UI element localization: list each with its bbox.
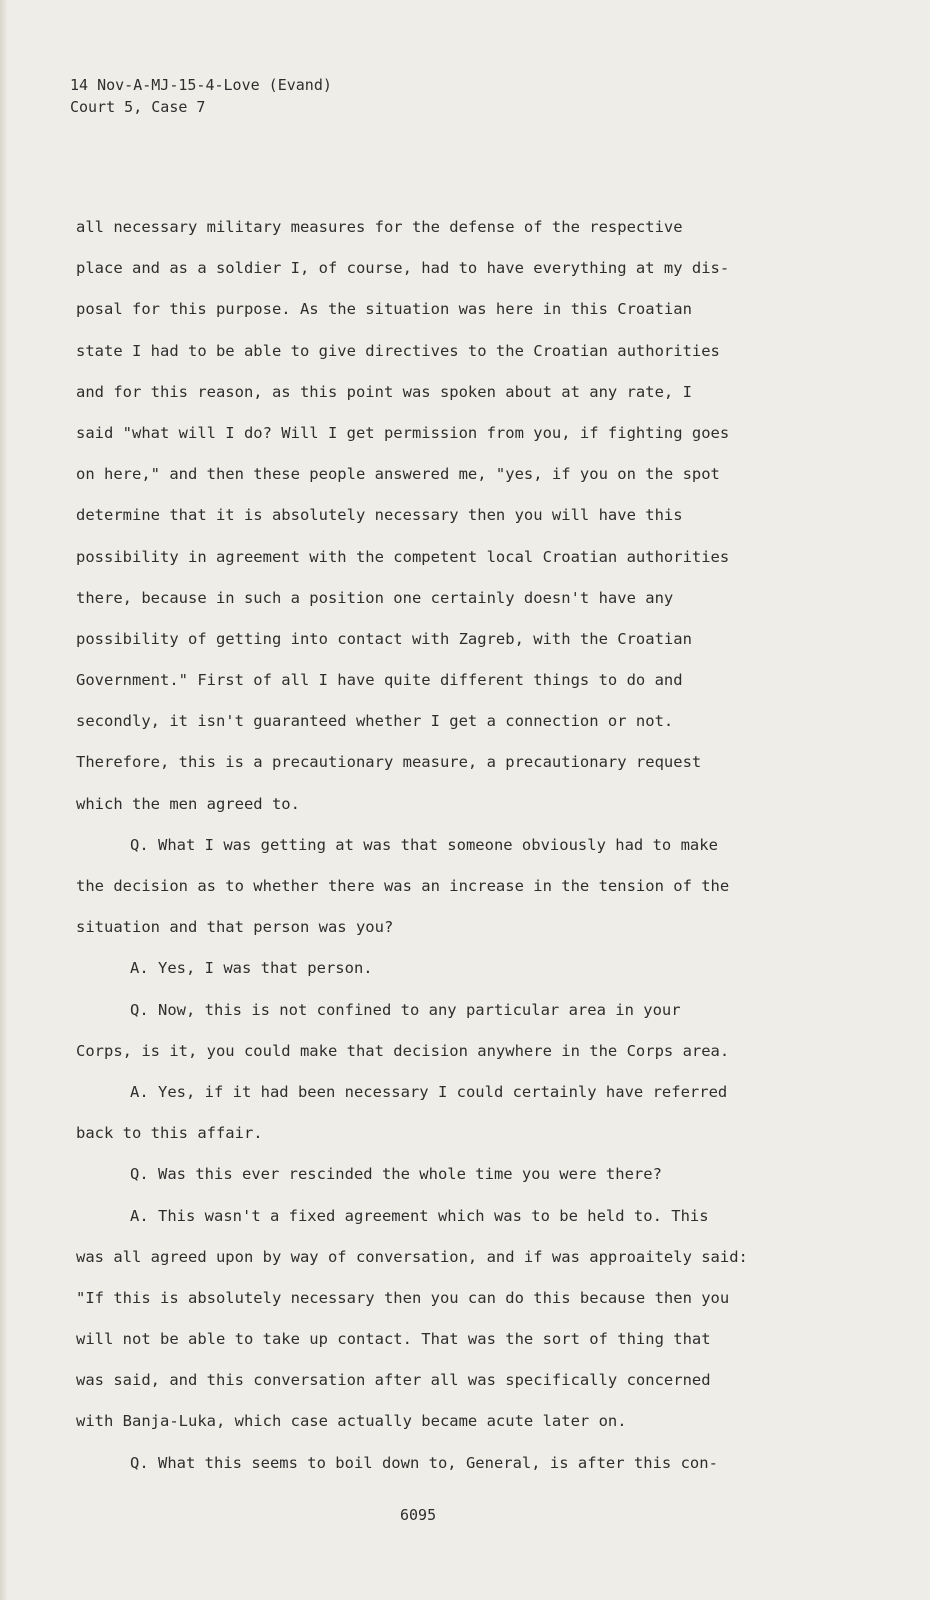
paper-edge-shadow	[0, 0, 8, 1600]
transcript-line: state I had to be able to give directives to the Croatian authorities	[76, 341, 720, 360]
transcript-line: said "what will I do? Will I get permission from you, if fighting goes	[76, 423, 730, 442]
transcript-line: Corps, is it, you could make that decision anywhere in the Corps area.	[76, 1041, 730, 1060]
transcript-line: possibility in agreement with the competent local Croatian authorities	[76, 547, 730, 566]
answer-line: A. Yes, I was that person.	[130, 959, 373, 978]
question-line: Q. What I was getting at was that someone obviously had to make	[130, 835, 718, 854]
transcript-line: with Banja-Luka, which case actually became acute later on.	[76, 1412, 627, 1431]
transcript-line: back to this affair.	[76, 1124, 263, 1143]
transcript-line: which the men agreed to.	[76, 794, 300, 813]
answer-line: A. This wasn't a fixed agreement which was to be held to. This	[130, 1206, 709, 1225]
document-header	[70, 74, 332, 118]
transcript-line: the decision as to whether there was an increase in the tension of the	[76, 877, 730, 895]
transcript-line: Therefore, this is a precautionary measure, a precautionary request	[76, 753, 702, 772]
question-line: Q. Now, this is not confined to any particular area in your	[130, 1000, 681, 1019]
transcript-line: secondly, it isn't guaranteed whether I get a connection or not.	[76, 712, 674, 731]
transcript-line: "If this is absolutely necessary then you can do this because then you	[76, 1288, 730, 1307]
header-court-case: Court 5, Case 7	[70, 98, 206, 116]
transcript-line: there, because in such a position one certainly doesn't have any	[76, 588, 674, 607]
transcript-line: determine that it is absolutely necessary then you will have this	[76, 506, 683, 525]
transcript-line: posal for this purpose. As the situation was here in this Croatian	[76, 300, 692, 319]
transcript-line: and for this reason, as this point was spoken about at any rate, I	[76, 382, 692, 401]
transcript-line: on here," and then these people answered me, "yes, if you on the spot	[76, 465, 720, 484]
transcript-line: was said, and this conversation after all was specifically concerned	[76, 1371, 711, 1390]
transcript-line: place and as a soldier I, of course, had to have everything at my dis-	[76, 259, 730, 278]
transcript-line: possibility of getting into contact with Zagreb, with the Croatian	[76, 629, 692, 648]
question-line: Q. What this seems to boil down to, General, is after this con-	[130, 1453, 718, 1472]
transcript-line: was all agreed upon by way of conversation, and if was approaitely said:	[76, 1247, 748, 1266]
answer-line: A. Yes, if it had been necessary I could certainly have referred	[130, 1082, 728, 1101]
page-number: 6095	[400, 1506, 437, 1524]
transcript-line: Government." First of all I have quite different things to do and	[76, 671, 683, 690]
transcript-line: will not be able to take up contact. That was the sort of thing that	[76, 1330, 711, 1349]
transcript-line: situation and that person was you?	[76, 918, 394, 937]
transcript-line: all necessary military measures for the defense of the respective	[76, 218, 683, 236]
question-line: Q. Was this ever rescinded the whole time you were there?	[130, 1165, 662, 1184]
transcript-body	[76, 214, 816, 1491]
header-reference: 14 Nov-A-MJ-15-4-Love (Evand)	[70, 76, 332, 94]
